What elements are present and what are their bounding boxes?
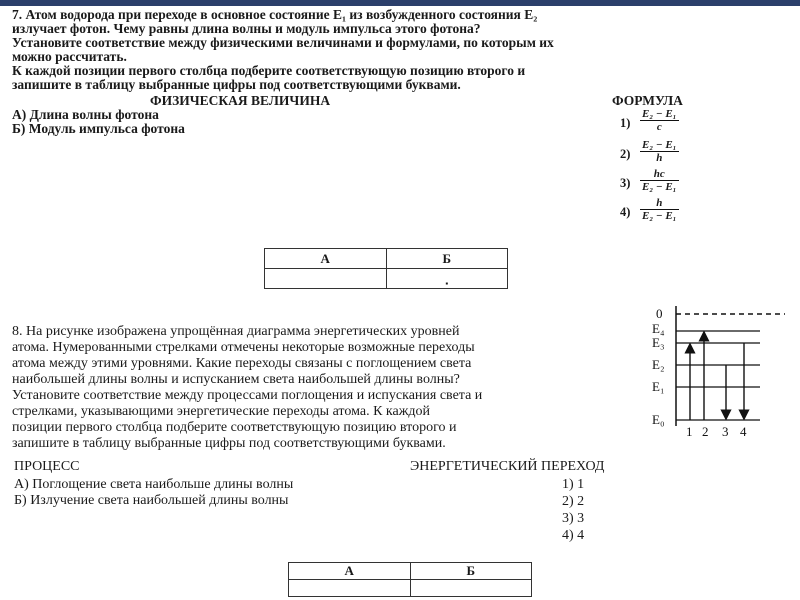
q7-answer-cell-b[interactable] xyxy=(386,269,508,289)
q8-answer-cell-a[interactable] xyxy=(289,580,411,597)
q7-col1-header: ФИЗИЧЕСКАЯ ВЕЛИЧИНА xyxy=(150,93,331,108)
level-label-e4: E₄ xyxy=(652,321,665,336)
top-bar xyxy=(0,0,800,6)
arrow-label-1: 1 xyxy=(686,424,693,439)
formula-1-denominator: c xyxy=(640,120,679,133)
formula-4 xyxy=(640,197,679,222)
formula-1 xyxy=(640,108,679,133)
formula-3-label: 3) xyxy=(620,176,631,190)
q8-option-4: 4) 4 xyxy=(562,528,585,543)
formula-2-label: 2) xyxy=(620,147,631,161)
arrow-label-2: 2 xyxy=(702,424,709,439)
q8-line-4: наибольшей длины волны и испусканием света наибольшей длины волны? xyxy=(12,372,460,387)
formula-3-numerator: hc xyxy=(653,168,665,180)
q7-line-2: излучает фотон. Чему равны длина волны и модуль импульса этого фотона? xyxy=(12,21,481,36)
q8-option-2: 2) 2 xyxy=(562,494,585,509)
q8-table-header-a: А xyxy=(289,563,411,580)
formula-2-numerator: E₂ − E₁ xyxy=(642,139,677,151)
formula-2 xyxy=(640,139,679,164)
q7-line-3: Установите соответствие между физическими величинами и формулами, по которым их xyxy=(12,35,554,50)
q8-option-1: 1) 1 xyxy=(562,477,585,492)
energy-level-diagram xyxy=(640,298,790,446)
q8-col1-header: ПРОЦЕСС xyxy=(14,459,80,474)
arrow-label-3: 3 xyxy=(722,424,729,439)
q7-line-6: запишите в таблицу выбранные цифры под соответствующими буквами. xyxy=(12,77,461,92)
q8-table-header-b: Б xyxy=(410,563,532,580)
level-label-e1: E₁ xyxy=(652,379,665,394)
q8-line-8: запишите в таблицу выбранные цифры под соответствующими буквами. xyxy=(12,436,446,451)
q8-line-1: 8. На рисунке изображена упрощённая диаграмма энергетических уровней xyxy=(12,324,460,339)
formula-1-numerator: E₂ − E₁ xyxy=(642,108,677,120)
q7-item-b: Б) Модуль импульса фотона xyxy=(12,121,185,136)
q8-line-5: Установите соответствие между процессами поглощения и испускания света и xyxy=(12,388,483,403)
level-label-e3: E₃ xyxy=(652,335,665,350)
formula-1-label: 1) xyxy=(620,116,631,130)
q8-answer-cell-b[interactable] xyxy=(410,580,532,597)
cell-mark: ▪ xyxy=(445,279,449,288)
q8-line-6: стрелками, указывающими энергетические переходы атома. К каждой xyxy=(12,404,430,419)
formula-3-denominator: E₂ − E₁ xyxy=(642,181,677,193)
q8-col2-header: ЭНЕРГЕТИЧЕСКИЙ ПЕРЕХОД xyxy=(410,459,605,474)
q8-item-a: А) Поглощение света наибольше длины волны xyxy=(14,477,294,492)
q8-item-b: Б) Излучение света наибольшей длины волны xyxy=(14,493,289,508)
q8-answer-table xyxy=(288,562,532,597)
level-label-e0: E₀ xyxy=(652,412,665,427)
q8-line-7: позиции первого столбца подберите соответствующую позицию второго и xyxy=(12,420,457,435)
formula-3 xyxy=(640,168,679,193)
q8-option-3: 3) 3 xyxy=(562,511,585,526)
q7-col2-header: ФОРМУЛА xyxy=(612,93,683,108)
q7-table-header-b: Б xyxy=(386,249,508,269)
q7-table-header-a: А xyxy=(265,249,387,269)
q8-line-2: атома. Нумерованными стрелками отмечены некоторые возможные переходы xyxy=(12,340,475,355)
formula-2-denominator: h xyxy=(640,151,679,164)
formula-4-numerator: h xyxy=(656,197,663,209)
level-label-e2: E₂ xyxy=(652,357,665,372)
q7-line-1: 7. Атом водорода при переходе в основное состояние E₁ из возбужденного состояния E₂ xyxy=(12,7,538,22)
level-label-zero: 0 xyxy=(656,306,663,321)
q7-line-5: К каждой позиции первого столбца подберите соответствующую позицию второго и xyxy=(12,63,526,78)
q8-line-3: атома между этими уровнями. Какие переходы связаны с поглощением света xyxy=(12,356,472,371)
formula-4-denominator: E₂ − E₁ xyxy=(642,210,677,222)
q7-item-a: А) Длина волны фотона xyxy=(12,107,159,122)
q7-answer-table xyxy=(264,248,508,289)
q7-answer-cell-a[interactable] xyxy=(265,269,387,289)
arrow-label-4: 4 xyxy=(740,424,747,439)
q7-line-4: можно рассчитать. xyxy=(12,49,127,64)
formula-4-label: 4) xyxy=(620,205,631,219)
